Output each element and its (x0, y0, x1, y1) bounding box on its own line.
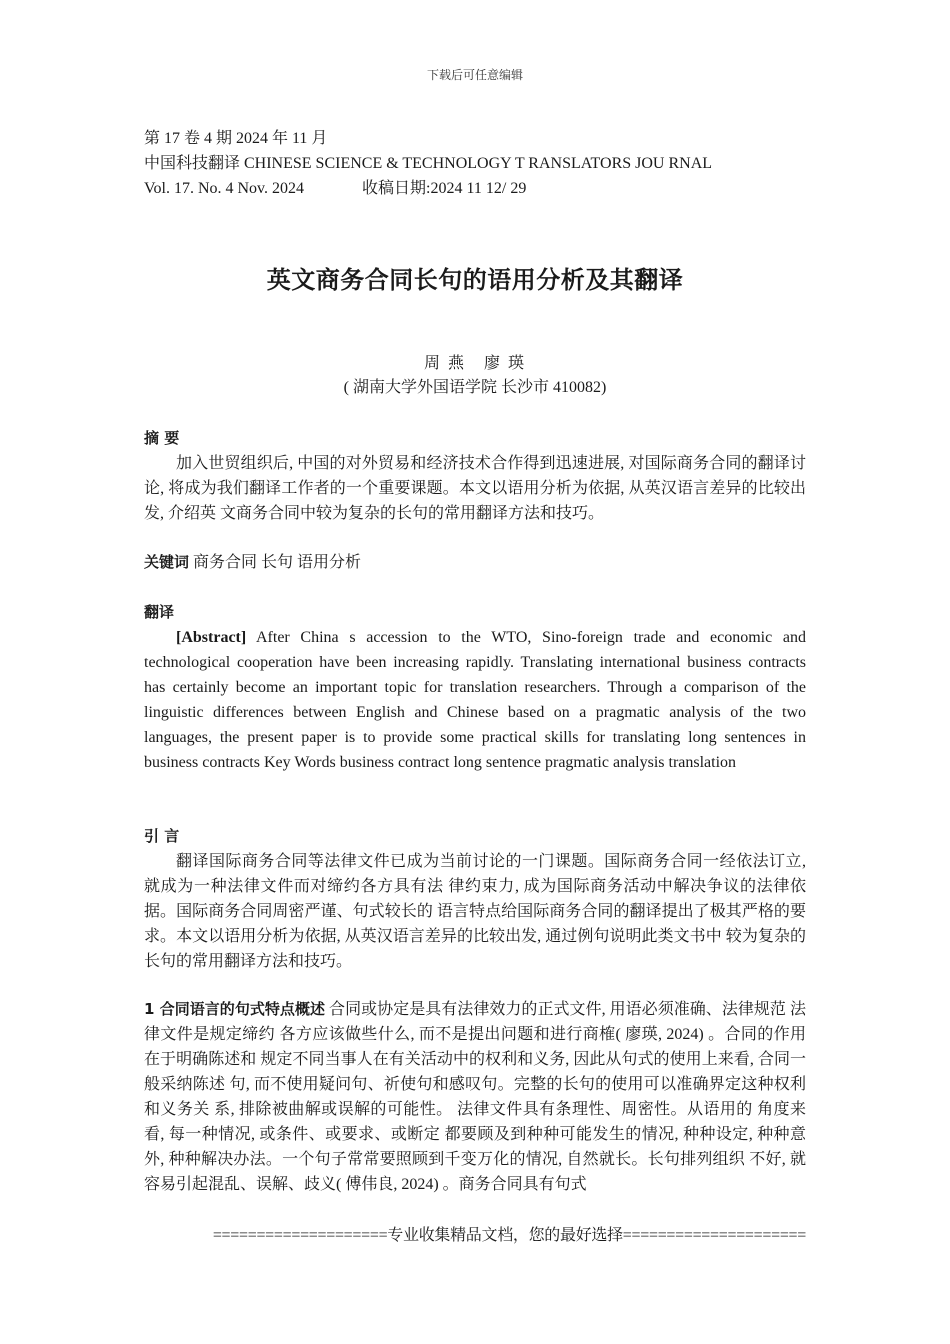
section-1-heading: 1 合同语言的句式特点概述 (144, 1000, 326, 1018)
keywords-label: 关键词 (144, 553, 190, 571)
volume-line (144, 176, 824, 201)
volume-info: Vol. 17. No. 4 Nov. 2024 (144, 180, 305, 197)
abstract-heading: 摘 要 (144, 429, 180, 447)
translation-section (144, 600, 806, 775)
english-abstract-label: [Abstract] (176, 629, 247, 646)
introduction-body: 翻译国际商务合同等法律文件已成为当前讨论的一门课题。国际商务合同一经依法订立, 就成为一种法律文件而对缔约各方具有法 律约束力, 成为国际商务活动中解决争议的法律依据。国际商务合同周密严谨、句式较长的 语言特点给国际商务合同的翻译提出了极其严格的要求。本文以语用分析为依据, 从英汉语言差异的比较出发, 通过例句说明此类文书中 较为复杂的长句的常用翻译方法和技巧。 (144, 853, 806, 970)
introduction-heading: 引 言 (144, 827, 180, 845)
keywords-value: 商务合同 长句 语用分析 (189, 554, 362, 571)
abstract-section (144, 426, 806, 526)
keywords-section (144, 550, 806, 575)
footer-banner: ====================专业收集精品文档，您的最好选择===================== (212, 1227, 806, 1244)
english-abstract (144, 625, 806, 775)
affiliation: ( 湖南大学外国语学院 长沙市 410082) (343, 379, 607, 396)
journal-meta (144, 126, 824, 201)
section-1-paragraph (144, 997, 806, 1197)
introduction-section (144, 824, 806, 974)
received-date: 收稿日期:2024 11 12/ 29 (362, 180, 527, 197)
abstract-body: 加入世贸组织后, 中国的对外贸易和经济技术合作得到迅速进展, 对国际商务合同的翻译讨论, 将成为我们翻译工作者的一个重要课题。本文以语用分析为依据, 从英汉语言差异的比较出发, 介绍英 文商务合同中较为复杂的长句的常用翻译方法和技巧。 (144, 455, 806, 522)
section-1-body: 合同或协定是具有法律效力的正式文件, 用语必须准确、法律规范 法律文件是规定缔约 各方应该做些什么, 而不是提出问题和进行商榷( 廖瑛, 2024) 。合同的作用在于明确陈述和 规定不同当事人在有关活动中的权利和义务, 因此从句式的使用上来看, 合同一般采纳陈述 句, 而不使用疑问句、祈使句和感叹句。完整的长句的使用可以准确界定这种权利和义务关 系, 排除被曲解或误解的可能性。 法律文件具有条理性、周密性。从语用的 角度来看, 每一种情况, 或条件、或要求、或断定 都要顾及到种种可能发生的情况, 种种设定, 种种意外, 种种解决办法。一个句子常常要照顾到千变万化的情况, 自然就长。长句排列组织 不好, 就容易引起混乱、误解、歧义( 傅伟良, 2024) 。商务合同具有句式 (144, 1001, 806, 1193)
issue-line: 第 17 卷 4 期 2024 年 11 月 (144, 130, 328, 147)
english-abstract-body: After China s accession to the WTO, Sino-foreign trade and economic and technological cooperation have been increasing rapidly. Translating international business contracts has certainly become an important topic for translation researchers. Through a comparison of the linguistic differences between English and Chinese based on a pragmatic analysis of the two languages, the present paper is to provide some practical skills for translating long sentences in business contracts Key Words business contract long sentence pragmatic analysis translation (144, 629, 806, 771)
article-title: 英文商务合同长句的语用分析及其翻译 (266, 266, 684, 294)
section-1 (144, 997, 806, 1197)
translation-heading: 翻译 (144, 603, 175, 621)
authors: 周 燕 廖 瑛 (423, 355, 526, 372)
journal-name: 中国科技翻译 CHINESE SCIENCE & TECHNOLOGY T RANSLATORS JOU RNAL (144, 155, 713, 172)
page-header-note: 下载后可任意编辑 (426, 68, 523, 82)
keywords-line (144, 550, 806, 575)
